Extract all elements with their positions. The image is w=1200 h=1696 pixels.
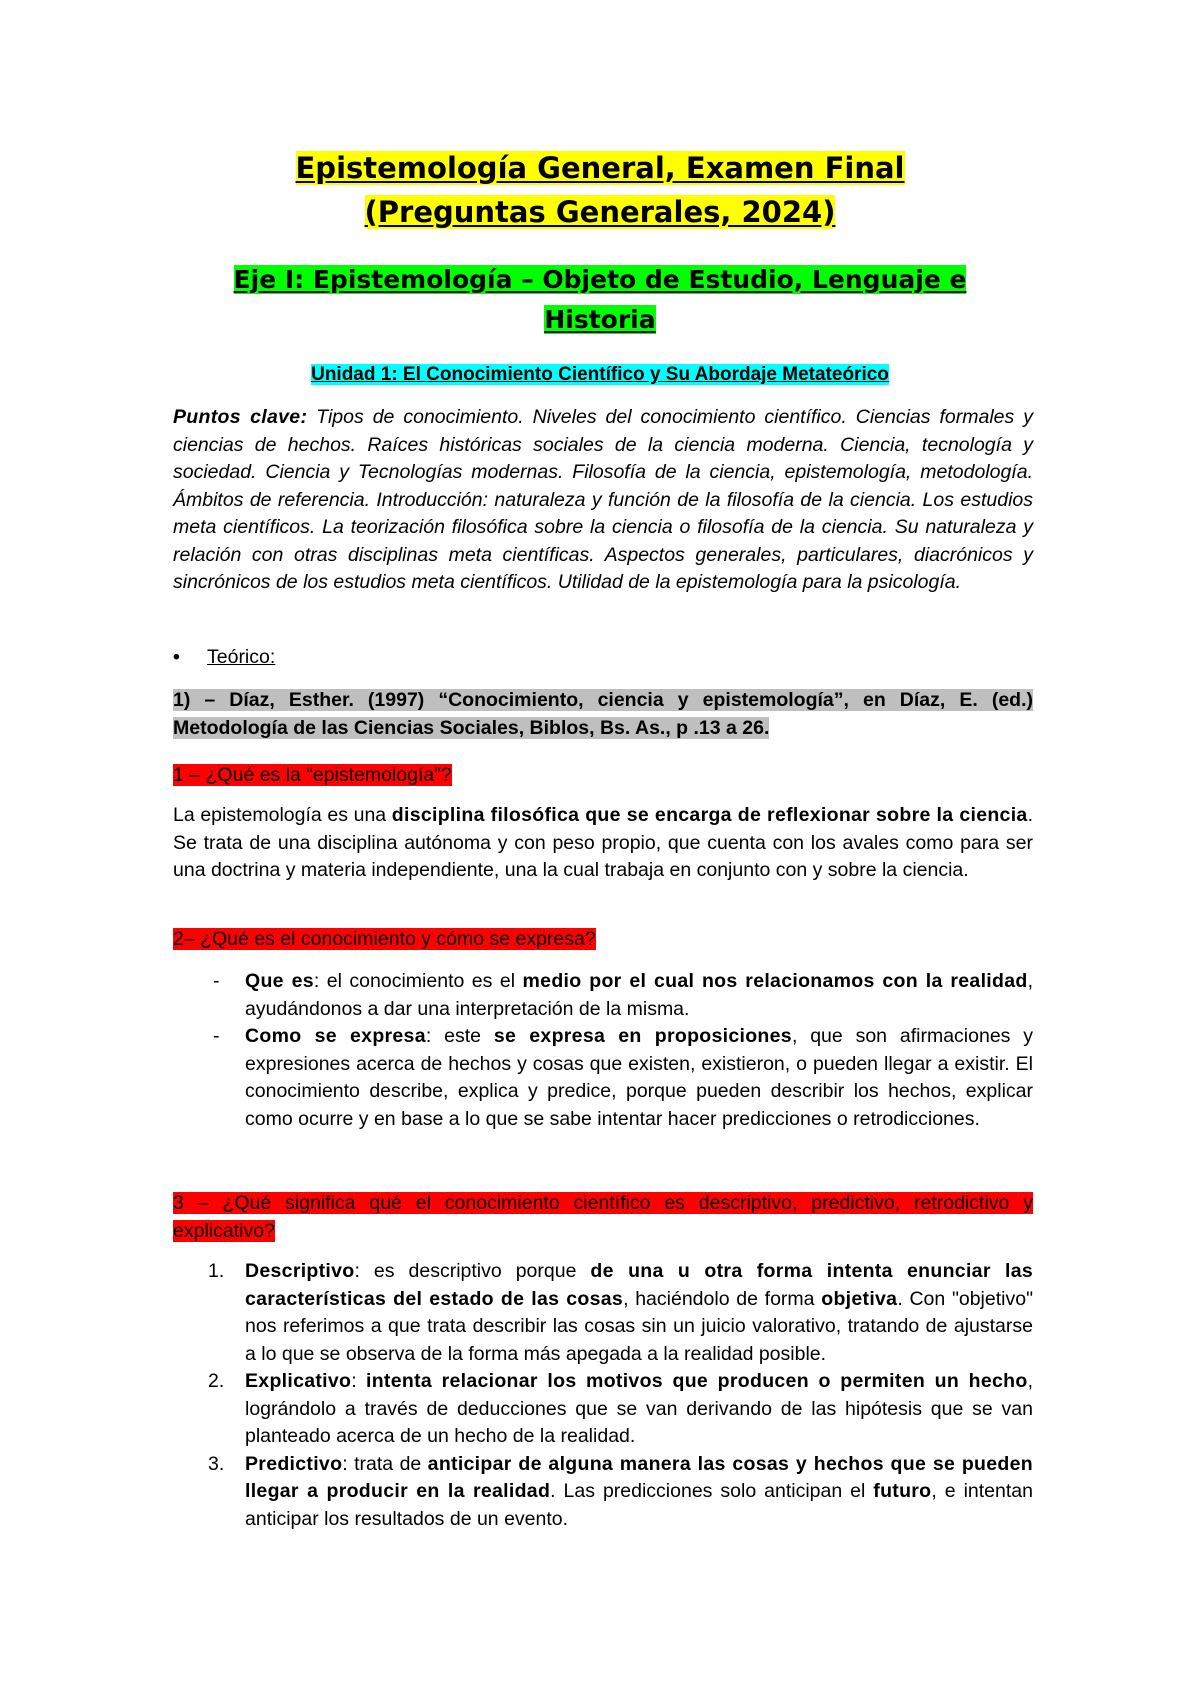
teorico-bullet-item (173, 644, 1033, 671)
question-1 (173, 762, 1033, 790)
puntos-clave-text: Tipos de conocimiento. Niveles del conocimiento científico. Ciencias formales y ciencias de hechos. Raíces históricas sociales de la ciencia moderna. Ciencia, tecnología y sociedad. Ciencia y Tecnologías modernas. Filosofía de la ciencia, epistemología, metodología. Ámbitos de referencia. Introducción: naturaleza y función de la filosofía de la ciencia. Los estudios meta científicos. La teorización filosófica sobre la ciencia o filosofía de la ciencia. Su naturaleza y relación con otras disciplinas meta científicas. Aspectos generales, particulares, diacrónicos y sincrónicos de los estudios meta científicos. Utilidad de la epistemología para la psicología. (173, 406, 1033, 593)
answer-3-list (173, 1258, 1033, 1533)
unidad-text: Unidad 1: El Conocimiento Científico y Su Abordaje Metateórico (311, 364, 889, 385)
reference-text: 1) – Díaz, Esther. (1997) “Conocimiento, ciencia y epistemología”, en Díaz, E. (ed.) Metodología de las Ciencias Sociales, Biblos, Bs. As., p .13 a 26. (173, 689, 1033, 739)
answer-1-emphasis: disciplina filosófica que se encarga de reflexionar sobre la ciencia (391, 804, 1028, 826)
list-item: 1. Descriptivo: es descriptivo porque de una u otra forma intenta enunciar las características del estado de las cosas, haciéndolo de forma objetiva. Con "objetivo" nos referimos a que trata describir las cosas sin un juicio valorativo, tratando de ajustarse a lo que se observa de la forma más apegada a la realidad posible. (208, 1260, 1034, 1365)
answer-2-list (173, 968, 1033, 1133)
list-item: - Como se expresa: este se expresa en proposiciones, que son afirmaciones y expresiones acerca de hechos y cosas que existen, existieron, o pueden llegar a existir. El conocimiento describe, explica y predice, porque pueden describir los hechos, explicar como ocurre y en base a lo que se sabe intentar hacer predicciones o retrodicciones. (213, 1025, 1034, 1130)
eje-line-2: Historia (544, 305, 656, 334)
question-2 (173, 926, 1033, 954)
eje-line-1: Eje I: Epistemología – Objeto de Estudio, Lenguaje e (233, 265, 967, 294)
teorico-label: Teórico: (207, 646, 276, 668)
puntos-clave-paragraph (173, 404, 1033, 597)
list-item: 3. Predictivo: trata de anticipar de alguna manera las cosas y hechos que se pueden llegar a producir en la realidad. Las predicciones solo anticipan el futuro, e intentan anticipar los resultados de un evento. (208, 1452, 1033, 1530)
question-1-text: 1 – ¿Qué es la “epistemología”? (173, 764, 452, 786)
list-item: 2. Explicativo: intenta relacionar los motivos que producen o permiten un hecho, lográndolo a través de deducciones que se van derivando de las hipótesis que se van planteado acerca de un hecho de la realidad. (208, 1370, 1033, 1447)
reference-citation (173, 686, 1033, 742)
list-item: - Que es: el conocimiento es el medio por el cual nos relacionamos con la realidad, ayudándonos a dar una interpretación de la misma. (213, 970, 1033, 1020)
document-title (0, 146, 1200, 234)
bullet-icon: • (173, 646, 180, 668)
answer-1: La epistemología es una disciplina filosófica que se encarga de reflexionar sobre la ciencia. Se trata de una disciplina autónoma y con peso propio, que cuenta con los avales como para ser una doctrina y materia independiente, una la cual trabaja en conjunto con y sobre la ciencia. (173, 804, 1033, 881)
question-3-text: 3 – ¿Qué significa qué el conocimiento científico es descriptivo, predictivo, retrodictivo y explicativo? (173, 1192, 1033, 1242)
title-line-1: Epistemología General, Examen Final (295, 151, 905, 185)
puntos-clave-label: Puntos clave: (173, 406, 308, 428)
title-line-2: (Preguntas Generales, 2024) (364, 195, 836, 229)
question-2-text: 2– ¿Qué es el conocimiento y cómo se expresa? (173, 928, 596, 950)
question-3 (173, 1190, 1033, 1245)
eje-heading (150, 260, 1050, 340)
unidad-heading (0, 362, 1200, 388)
